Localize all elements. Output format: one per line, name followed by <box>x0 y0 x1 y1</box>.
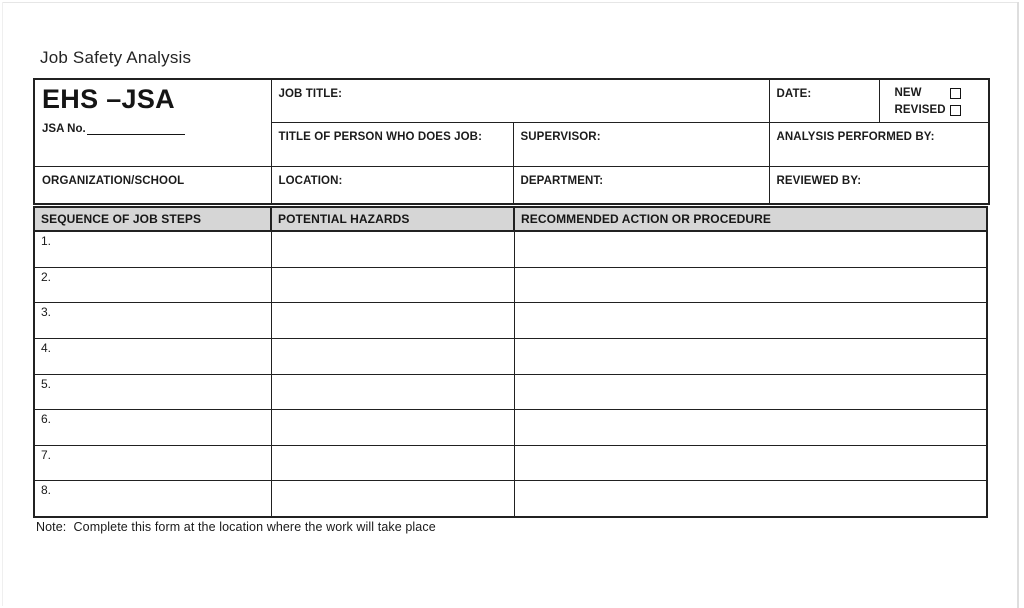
department-label: DEPARTMENT: <box>520 175 604 187</box>
person-title-field[interactable] <box>271 123 513 167</box>
action-cell[interactable] <box>515 446 986 481</box>
jsa-number-field[interactable] <box>42 122 264 135</box>
job-title-field[interactable] <box>271 79 769 123</box>
date-label: DATE: <box>776 88 812 100</box>
brand-text: EHS –JSA <box>42 84 175 114</box>
department-field[interactable] <box>513 167 769 204</box>
person-title-label: TITLE OF PERSON WHO DOES JOB: <box>278 131 483 143</box>
new-checkbox[interactable] <box>950 88 961 99</box>
action-cell[interactable] <box>515 375 986 410</box>
table-row <box>35 232 986 268</box>
action-cell[interactable] <box>515 481 986 516</box>
table-row <box>35 410 986 446</box>
table-row <box>35 446 986 482</box>
hazard-cell[interactable] <box>272 303 515 338</box>
step-number-cell[interactable]: 3. <box>35 303 272 338</box>
step-number-cell[interactable]: 4. <box>35 339 272 374</box>
hazard-cell[interactable] <box>272 446 515 481</box>
jsa-header-table <box>33 78 990 205</box>
reviewed-by-field[interactable] <box>769 167 989 204</box>
organization-school-field[interactable] <box>34 167 271 204</box>
table-row <box>35 339 986 375</box>
hazard-cell[interactable] <box>272 481 515 516</box>
date-field[interactable] <box>769 79 879 123</box>
jsa-number-blank-line[interactable] <box>87 122 185 135</box>
table-row <box>35 375 986 411</box>
new-revised-cell <box>879 79 989 123</box>
hazard-cell[interactable] <box>272 339 515 374</box>
brand-cell <box>34 79 271 167</box>
action-cell[interactable] <box>515 339 986 374</box>
revised-checkbox[interactable] <box>950 105 961 116</box>
action-cell[interactable] <box>515 232 986 267</box>
job-steps-header-row <box>35 208 986 232</box>
hazard-cell[interactable] <box>272 375 515 410</box>
table-row <box>35 481 986 516</box>
new-label: NEW <box>894 87 922 99</box>
column-header-action: RECOMMENDED ACTION OR PROCEDURE <box>521 212 771 226</box>
location-label: LOCATION: <box>278 175 343 187</box>
hazard-cell[interactable] <box>272 410 515 445</box>
page-edge-top <box>3 2 1017 3</box>
analysis-performed-by-label: ANALYSIS PERFORMED BY: <box>776 131 935 143</box>
supervisor-label: SUPERVISOR: <box>520 131 601 143</box>
reviewed-by-label: REVIEWED BY: <box>776 175 862 187</box>
job-steps-table <box>33 206 988 518</box>
page-edge-left <box>2 2 3 606</box>
new-option-row <box>887 84 982 101</box>
revised-label: REVISED <box>894 104 946 116</box>
hazard-cell[interactable] <box>272 268 515 303</box>
organization-school-label: ORGANIZATION/SCHOOL <box>42 175 185 187</box>
page-title: Job Safety Analysis <box>40 48 192 67</box>
page-edge-right <box>1017 2 1019 608</box>
completion-note: Note: Complete this form at the location where the work will take place <box>36 520 436 534</box>
step-number-cell[interactable]: 5. <box>35 375 272 410</box>
action-cell[interactable] <box>515 303 986 338</box>
revised-option-row <box>887 101 982 118</box>
table-row <box>35 303 986 339</box>
action-cell[interactable] <box>515 268 986 303</box>
step-number-cell[interactable]: 7. <box>35 446 272 481</box>
step-number-cell[interactable]: 6. <box>35 410 272 445</box>
analysis-performed-by-field[interactable] <box>769 123 989 167</box>
location-field[interactable] <box>271 167 513 204</box>
step-number-cell[interactable]: 8. <box>35 481 272 516</box>
action-cell[interactable] <box>515 410 986 445</box>
hazard-cell[interactable] <box>272 232 515 267</box>
step-number-cell[interactable]: 2. <box>35 268 272 303</box>
column-header-hazards: POTENTIAL HAZARDS <box>272 208 515 230</box>
job-title-label: JOB TITLE: <box>278 88 343 100</box>
column-header-sequence: SEQUENCE OF JOB STEPS <box>35 208 272 230</box>
step-number-cell[interactable]: 1. <box>35 232 272 267</box>
table-row <box>35 268 986 304</box>
supervisor-field[interactable] <box>513 123 769 167</box>
jsa-number-label: JSA No. <box>42 123 86 136</box>
